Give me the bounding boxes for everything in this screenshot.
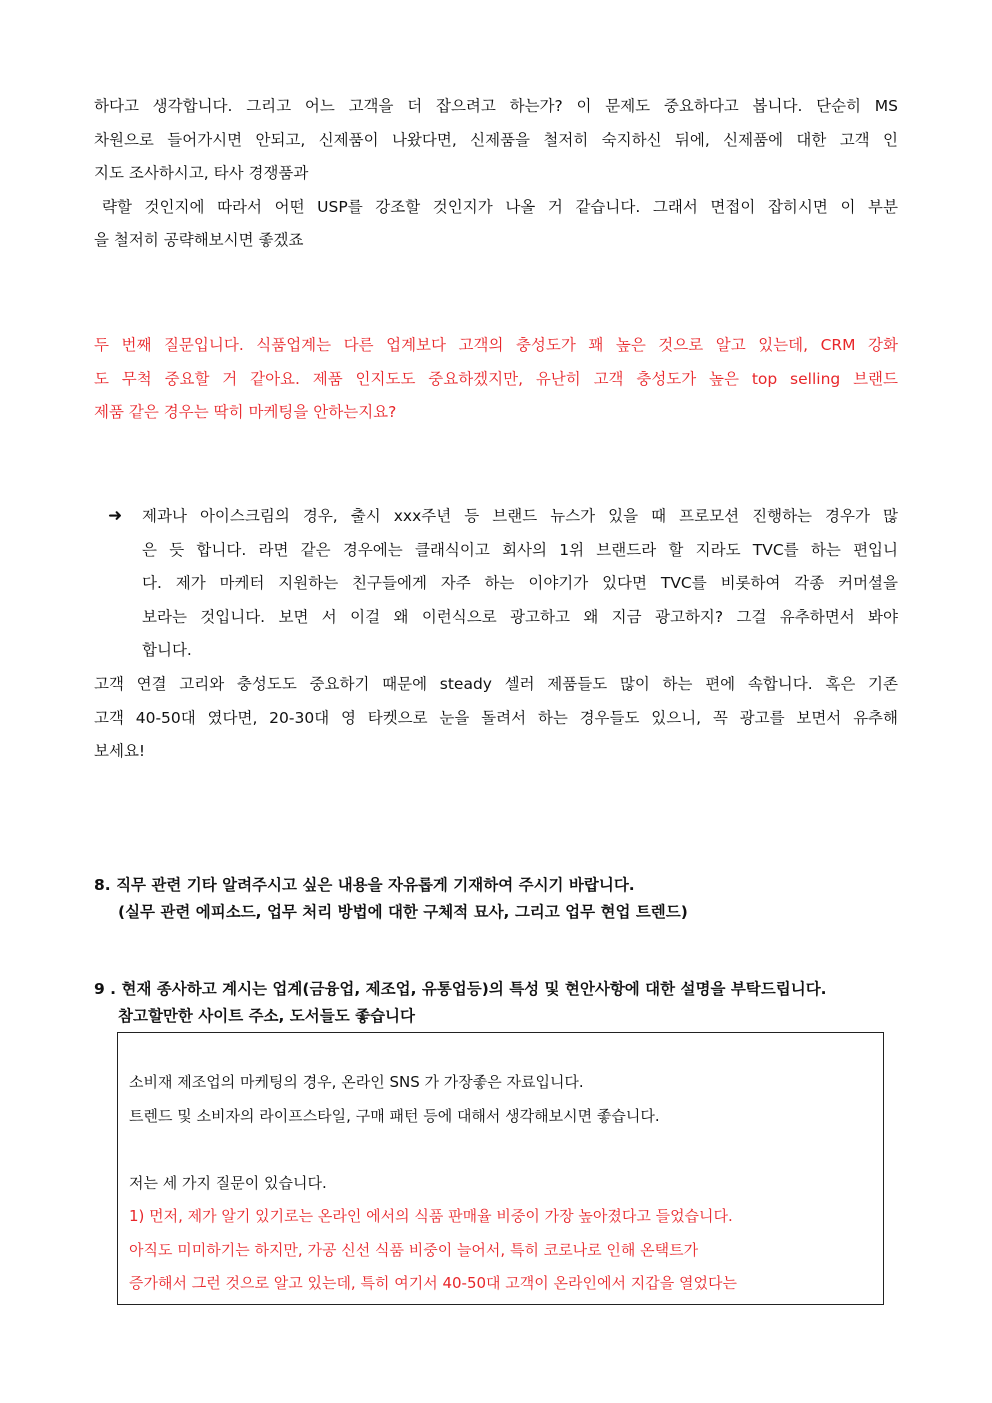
- question-line: 도 무척 중요할 거 같아요. 제품 인지도도 중요하겠지만, 유난히 고객 충성도가 높은 top selling 브랜드: [94, 369, 898, 388]
- answer-line: 다. 제가 마케터 지원하는 친구들에게 자주 하는 이야기가 있다면 TVC를 비롯하여 각종 커머셜을: [142, 574, 898, 592]
- text-line: 략할 것인지에 따라서 어떤 USP를 강조할 것인지가 나올 거 같습니다. 그래서 면접이 잡히시면 이 부분: [102, 197, 898, 216]
- text-line: 지도 조사하시고, 타사 경쟁품과: [94, 164, 309, 182]
- box-question-line: 증가해서 그런 것으로 알고 있는데, 특히 여기서 40-50대 고객이 온라인에서 지갑을 열었다는: [129, 1274, 737, 1292]
- question-two: [94, 329, 898, 430]
- box-text-line: 트렌드 및 소비자의 라이프스타일, 구매 패턴 등에 대해서 생각해보시면 좋습니다.: [129, 1106, 660, 1125]
- box-question-line: 아직도 미미하기는 하지만, 가공 신선 식품 비중이 늘어서, 특히 코로나로 인해 온택트가: [129, 1240, 699, 1259]
- text-line: 고객 40-50대 였다면, 20-30대 영 타켓으로 눈을 돌려서 하는 경우들도 있으니, 꼭 광고를 보면서 유추해: [94, 708, 898, 727]
- answer-two: [108, 500, 898, 668]
- section-title: 9 . 현재 종사하고 계시는 업계(금융업, 제조업, 유통업등)의 특성 및 현안사항에 대한 설명을 부탁드립니다.: [94, 980, 827, 998]
- section-8-heading: [94, 872, 906, 926]
- text-line: 보세요!: [94, 742, 146, 760]
- answer-box: [117, 1032, 884, 1305]
- answer-line: 보라는 것입니다. 보면 서 이걸 왜 이런식으로 광고하고 왜 지금 광고하지? 그걸 유추하면서 봐야: [142, 607, 898, 626]
- section-title: 8. 직무 관련 기타 알려주시고 싶은 내용을 자유롭게 기재하여 주시기 바랍니다.: [94, 876, 635, 894]
- question-line: 두 번째 질문입니다. 식품업계는 다른 업계보다 고객의 충성도가 꽤 높은 것으로 알고 있는데, CRM 강화: [94, 336, 898, 354]
- text-line: 차원으로 들어가시면 안되고, 신제품이 나왔다면, 신제품을 철저히 숙지하신 뒤에, 신제품에 대한 고객 인: [94, 130, 898, 149]
- answer-line: 합니다.: [142, 641, 192, 659]
- text-line: 고객 연결 고리와 충성도도 중요하기 때문에 steady 셀러 제품들도 많이 하는 편에 속합니다. 혹은 기존: [94, 675, 898, 693]
- right-arrow-icon: ➜: [108, 506, 123, 526]
- blank-line: [129, 1133, 869, 1167]
- section-subtitle: (실무 관련 에피소드, 업무 처리 방법에 대한 구체적 묘사, 그리고 업무 현업 트렌드): [118, 903, 688, 921]
- box-question-intro: 저는 세 가지 질문이 있습니다.: [129, 1173, 327, 1192]
- answer-line: 제과나 아이스크림의 경우, 출시 xxx주년 등 브랜드 뉴스가 있을 때 프로모션 진행하는 경우가 많: [142, 507, 898, 525]
- intro-paragraph: [94, 90, 898, 258]
- section-subtitle: 참고할만한 사이트 주소, 도서들도 좋습니다: [118, 1007, 415, 1025]
- text-line: 을 철저히 공략해보시면 좋겠죠: [94, 231, 304, 249]
- box-text-line: 소비재 제조업의 마케팅의 경우, 온라인 SNS 가 가장좋은 자료입니다.: [129, 1073, 584, 1091]
- question-line: 제품 같은 경우는 딱히 마케팅을 안하는지요?: [94, 403, 397, 421]
- answer-line: 은 듯 합니다. 라면 같은 경우에는 클래식이고 회사의 1위 브랜드라 할 지라도 TVC를 하는 편입니: [142, 540, 898, 559]
- section-9-heading: [94, 976, 906, 1030]
- answer-two-followup: [94, 668, 898, 769]
- box-question-line: 1) 먼저, 제가 알기 있기로는 온라인 에서의 식품 판매율 비중이 가장 높아졌다고 들었습니다.: [129, 1207, 733, 1225]
- text-line: 하다고 생각합니다. 그리고 어느 고객을 더 잡으려고 하는가? 이 문제도 중요하다고 봅니다. 단순히 MS: [94, 97, 898, 115]
